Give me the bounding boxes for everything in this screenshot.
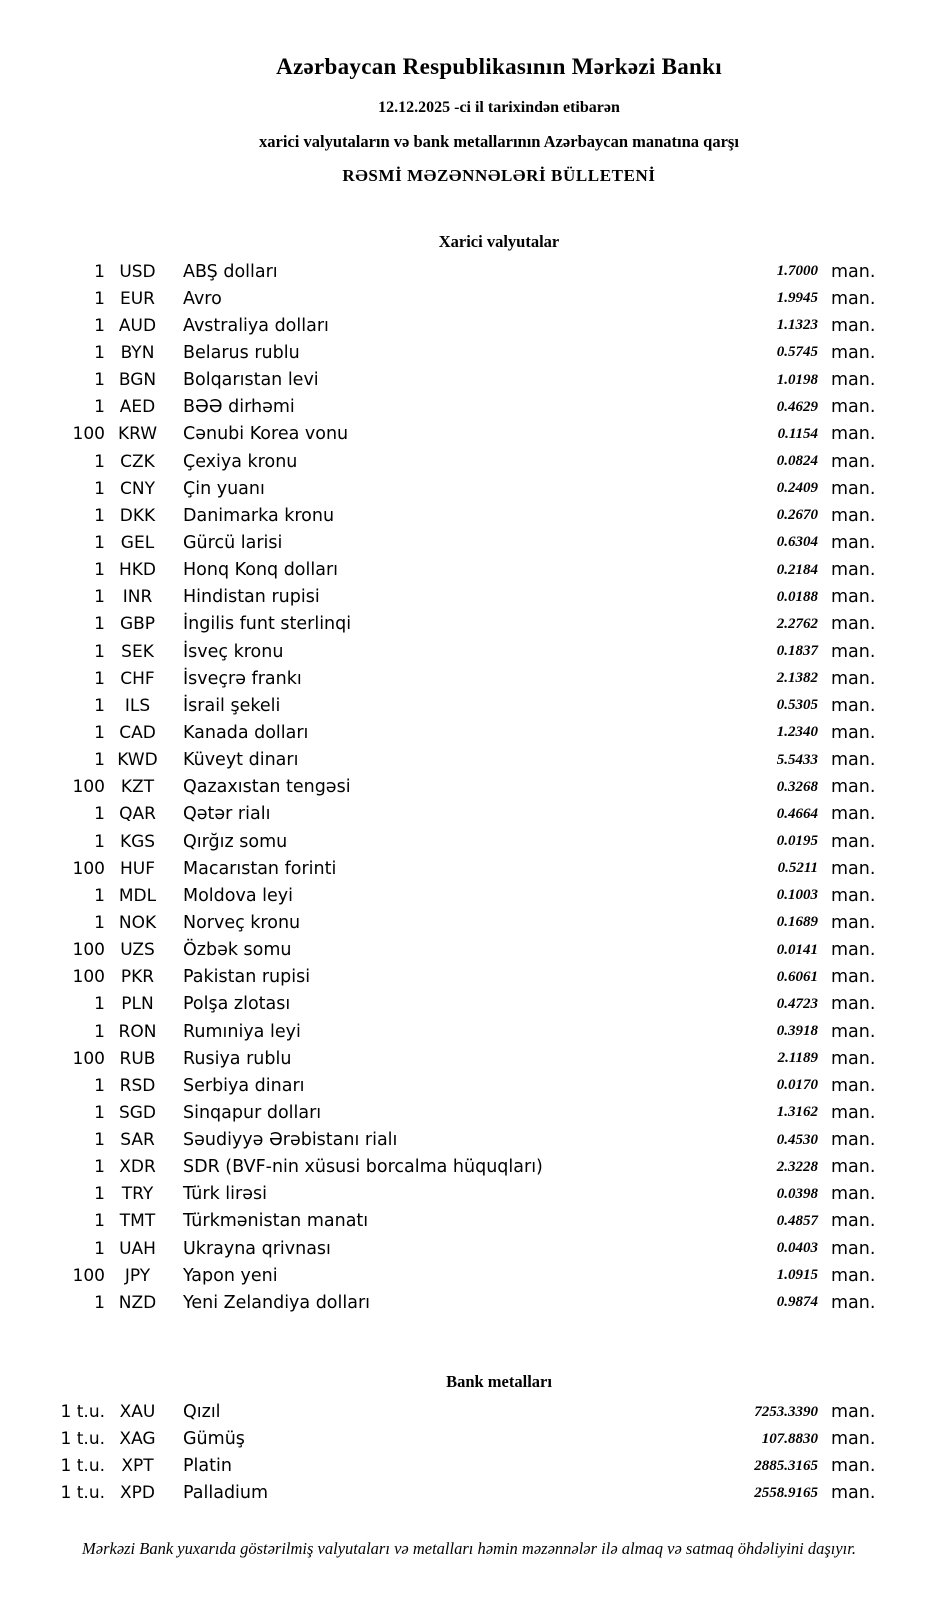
- quantity-cell: 1: [94, 750, 105, 771]
- rate-value-cell: 0.5211: [777, 860, 818, 877]
- currency-name-cell: Qırğız somu: [183, 831, 288, 852]
- currencies-rate-row: [0, 855, 880, 882]
- rate-value-cell: 0.4629: [776, 398, 818, 415]
- unit-label-cell: man.: [831, 994, 876, 1015]
- currency-code-cell: XDR: [119, 1157, 156, 1178]
- currency-name-cell: Kanada dolları: [183, 722, 309, 743]
- unit-label-cell: man.: [831, 940, 876, 961]
- rate-value-cell: 0.4530: [776, 1131, 818, 1148]
- unit-label-cell: man.: [831, 451, 876, 472]
- unit-label-cell: man.: [831, 1157, 876, 1178]
- currencies-rate-row: [0, 665, 880, 692]
- rate-value-cell: 2885.3165: [754, 1457, 818, 1474]
- rate-value-cell: 0.6304: [776, 534, 818, 551]
- quantity-cell: 1: [94, 1211, 105, 1232]
- unit-label-cell: man.: [831, 1211, 876, 1232]
- currency-name-cell: Rusiya rublu: [183, 1048, 292, 1069]
- quantity-cell: 1: [94, 831, 105, 852]
- currencies-rate-row: [0, 1018, 880, 1045]
- currency-name-cell: Macarıstan forinti: [183, 858, 337, 879]
- currencies-rate-row: [0, 937, 880, 964]
- currencies-rate-row: [0, 1208, 880, 1235]
- quantity-cell: 1 t.u.: [60, 1456, 105, 1477]
- quantity-cell: 1: [94, 315, 105, 336]
- currency-name-cell: Qazaxıstan tengəsi: [183, 777, 351, 798]
- currency-code-cell: GBP: [119, 614, 156, 635]
- currencies-rate-row: [0, 1072, 880, 1099]
- quantity-cell: 100: [72, 1265, 105, 1286]
- currency-name-cell: BƏƏ dirhəmi: [183, 397, 295, 418]
- metals-rate-row: [0, 1398, 880, 1425]
- currency-name-cell: Səudiyyə Ərəbistanı rialı: [183, 1130, 398, 1151]
- unit-label-cell: man.: [831, 777, 876, 798]
- rate-value-cell: 0.2409: [776, 480, 818, 497]
- currency-name-cell: Yeni Zelandiya dolları: [183, 1292, 371, 1313]
- currencies-rate-row: [0, 964, 880, 991]
- quantity-cell: 1: [94, 912, 105, 933]
- currency-code-cell: NZD: [118, 1292, 157, 1313]
- rate-value-cell: 2.1382: [776, 670, 818, 687]
- rate-value-cell: 0.0403: [776, 1240, 818, 1257]
- currency-code-cell: UAH: [119, 1238, 156, 1259]
- rate-value-cell: 0.1837: [776, 643, 818, 660]
- currencies-rate-row: [0, 719, 880, 746]
- currency-name-cell: Çexiya kronu: [183, 451, 298, 472]
- currency-code-cell: EUR: [120, 288, 155, 309]
- currencies-rate-row: [0, 1127, 880, 1154]
- unit-label-cell: man.: [831, 695, 876, 716]
- currency-code-cell: PKR: [120, 967, 155, 988]
- currency-code-cell: XAU: [119, 1402, 156, 1423]
- currencies-rate-row: [0, 475, 880, 502]
- currencies-rate-row: [0, 557, 880, 584]
- currencies-rate-row: [0, 339, 880, 366]
- rate-value-cell: 0.2184: [776, 561, 818, 578]
- rate-value-cell: 1.3162: [776, 1104, 818, 1121]
- quantity-cell: 1: [94, 695, 105, 716]
- currency-code-cell: DKK: [119, 505, 156, 526]
- currencies-rate-row: [0, 611, 880, 638]
- currencies-rate-row: [0, 801, 880, 828]
- quantity-cell: 1: [94, 288, 105, 309]
- currency-code-cell: RUB: [119, 1048, 156, 1069]
- rate-value-cell: 0.0398: [776, 1185, 818, 1202]
- unit-label-cell: man.: [831, 315, 876, 336]
- bank-name-title: Azərbaycan Respublikasının Mərkəzi Bankı: [276, 54, 722, 79]
- quantity-cell: 100: [72, 1048, 105, 1069]
- rate-value-cell: 0.0188: [776, 588, 818, 605]
- unit-label-cell: man.: [831, 261, 876, 282]
- metals-rate-row: [0, 1426, 880, 1453]
- quantity-cell: 1: [94, 1075, 105, 1096]
- unit-label-cell: man.: [831, 885, 876, 906]
- currency-name-cell: Danimarka kronu: [183, 505, 335, 526]
- currency-code-cell: JPY: [124, 1265, 151, 1286]
- quantity-cell: 1: [94, 478, 105, 499]
- rate-value-cell: 0.9874: [776, 1294, 818, 1311]
- currencies-table: [0, 258, 880, 1316]
- metals-rate-row: [0, 1453, 880, 1480]
- currencies-rate-row: [0, 394, 880, 421]
- currency-name-cell: Cənubi Korea vonu: [183, 424, 349, 445]
- unit-label-cell: man.: [831, 505, 876, 526]
- unit-label-cell: man.: [831, 912, 876, 933]
- currency-code-cell: USD: [119, 261, 156, 282]
- currency-code-cell: RON: [118, 1021, 157, 1042]
- quantity-cell: 1: [94, 1157, 105, 1178]
- unit-label-cell: man.: [831, 750, 876, 771]
- rate-value-cell: 0.3918: [776, 1023, 818, 1039]
- rate-value-cell: 0.4857: [776, 1212, 818, 1229]
- currency-code-cell: RSD: [119, 1075, 156, 1096]
- currencies-rate-row: [0, 529, 880, 556]
- unit-label-cell: man.: [831, 858, 876, 879]
- currency-code-cell: PLN: [121, 994, 154, 1015]
- quantity-cell: 1: [94, 722, 105, 743]
- unit-label-cell: man.: [831, 478, 876, 499]
- unit-label-cell: man.: [831, 587, 876, 608]
- currency-name-cell: Qətər rialı: [183, 804, 271, 825]
- currency-code-cell: QAR: [119, 804, 156, 825]
- rate-value-cell: 1.0915: [776, 1267, 818, 1284]
- currency-name-cell: Çin yuanı: [183, 478, 265, 499]
- currency-code-cell: ILS: [124, 695, 151, 716]
- unit-label-cell: man.: [831, 722, 876, 743]
- currencies-rate-row: [0, 1289, 880, 1316]
- currency-name-cell: Sinqapur dolları: [183, 1102, 322, 1123]
- currency-name-cell: Küveyt dinarı: [183, 750, 299, 771]
- unit-label-cell: man.: [831, 668, 876, 689]
- rate-value-cell: 0.5745: [776, 344, 818, 361]
- currencies-rate-row: [0, 367, 880, 394]
- currency-name-cell: Serbiya dinarı: [183, 1075, 305, 1096]
- rate-value-cell: 1.0198: [776, 371, 818, 388]
- currency-name-cell: Rumıniya leyi: [183, 1021, 301, 1042]
- currency-code-cell: SEK: [121, 641, 154, 662]
- currency-code-cell: HUF: [119, 858, 155, 879]
- footer-note: Mərkəzi Bank yuxarıda göstərilmiş valyutaları və metalları həmin məzənnələr ilə almaq və satmaq öhdəliyini daşıyır.: [82, 1539, 856, 1559]
- currencies-rate-row: [0, 1045, 880, 1072]
- rate-value-cell: 0.4664: [776, 805, 818, 822]
- currency-name-cell: Türkmənistan manatı: [183, 1211, 369, 1232]
- bulletin-title: RƏSMİ MƏZƏNNƏLƏRİ BÜLLETENİ: [342, 166, 656, 185]
- currency-name-cell: İsrail şekeli: [183, 695, 281, 716]
- quantity-cell: 1: [94, 342, 105, 363]
- quantity-cell: 1: [94, 587, 105, 608]
- currencies-rate-row: [0, 882, 880, 909]
- currencies-rate-row: [0, 1262, 880, 1289]
- currency-code-cell: KGS: [119, 831, 156, 852]
- quantity-cell: 1: [94, 397, 105, 418]
- currencies-rate-row: [0, 1181, 880, 1208]
- currency-code-cell: HKD: [118, 560, 157, 581]
- quantity-cell: 1: [94, 1184, 105, 1205]
- unit-label-cell: man.: [831, 1456, 876, 1477]
- currency-code-cell: BGN: [118, 370, 157, 391]
- unit-label-cell: man.: [831, 1238, 876, 1259]
- currencies-rate-row: [0, 584, 880, 611]
- quantity-cell: 1: [94, 505, 105, 526]
- unit-label-cell: man.: [831, 1265, 876, 1286]
- unit-label-cell: man.: [831, 1184, 876, 1205]
- currency-name-cell: İngilis funt sterlinqi: [183, 614, 352, 635]
- currency-code-cell: AUD: [118, 315, 157, 336]
- currencies-rate-row: [0, 421, 880, 448]
- currency-name-cell: Qızıl: [183, 1402, 221, 1423]
- currency-name-cell: Palladium: [183, 1483, 269, 1504]
- currencies-rate-row: [0, 991, 880, 1018]
- unit-label-cell: man.: [831, 967, 876, 988]
- currency-name-cell: Gümüş: [183, 1429, 245, 1450]
- rate-value-cell: 0.0824: [776, 453, 818, 470]
- currency-code-cell: KZT: [120, 777, 155, 798]
- unit-label-cell: man.: [831, 397, 876, 418]
- currencies-rate-row: [0, 1154, 880, 1181]
- quantity-cell: 1: [94, 370, 105, 391]
- rate-value-cell: 0.5305: [776, 697, 818, 714]
- quantity-cell: 100: [72, 424, 105, 445]
- rate-value-cell: 5.5433: [776, 751, 818, 768]
- currency-name-cell: İsveçrə frankı: [183, 668, 302, 689]
- currency-code-cell: SAR: [120, 1130, 155, 1151]
- quantity-cell: 1: [94, 560, 105, 581]
- rate-value-cell: 1.9945: [776, 290, 818, 307]
- quantity-cell: 1: [94, 885, 105, 906]
- quantity-cell: 1: [94, 532, 105, 553]
- currency-code-cell: KRW: [117, 424, 158, 445]
- quantity-cell: 1 t.u.: [60, 1483, 105, 1504]
- unit-label-cell: man.: [831, 424, 876, 445]
- currency-name-cell: Yapon yeni: [183, 1265, 278, 1286]
- quantity-cell: 100: [72, 940, 105, 961]
- rate-value-cell: 7253.3390: [754, 1403, 818, 1420]
- rate-value-cell: 0.4723: [776, 995, 818, 1012]
- unit-label-cell: man.: [831, 804, 876, 825]
- quantity-cell: 1 t.u.: [60, 1402, 105, 1423]
- currency-name-cell: Türk lirəsi: [183, 1184, 267, 1205]
- unit-label-cell: man.: [831, 1429, 876, 1450]
- quantity-cell: 100: [72, 858, 105, 879]
- unit-label-cell: man.: [831, 1021, 876, 1042]
- quantity-cell: 1: [94, 1021, 105, 1042]
- quantity-cell: 1: [94, 1292, 105, 1313]
- rate-value-cell: 107.8830: [761, 1430, 818, 1447]
- currencies-rate-row: [0, 312, 880, 339]
- quantity-cell: 1: [94, 1130, 105, 1151]
- currencies-section-title: Xarici valyutalar: [438, 232, 560, 251]
- rate-value-cell: 2.1189: [777, 1050, 818, 1067]
- unit-label-cell: man.: [831, 532, 876, 553]
- unit-label-cell: man.: [831, 342, 876, 363]
- currency-code-cell: INR: [122, 587, 153, 608]
- rate-value-cell: 0.1003: [776, 887, 818, 904]
- currency-name-cell: Hindistan rupisi: [183, 587, 320, 608]
- currency-name-cell: Moldova leyi: [183, 885, 293, 906]
- currency-name-cell: Bolqarıstan levi: [183, 370, 319, 391]
- currency-name-cell: Norveç kronu: [183, 912, 301, 933]
- unit-label-cell: man.: [831, 370, 876, 391]
- currency-code-cell: CHF: [120, 668, 155, 689]
- quantity-cell: 1: [94, 804, 105, 825]
- effective-date-line: 12.12.2025 -ci il tarixindən etibarən: [378, 99, 620, 116]
- quantity-cell: 1: [94, 668, 105, 689]
- currency-name-cell: Gürcü larisi: [183, 532, 283, 553]
- rate-value-cell: 2558.9165: [754, 1484, 818, 1501]
- currency-name-cell: Platin: [183, 1456, 232, 1477]
- rate-value-cell: 1.7000: [776, 263, 818, 280]
- currency-code-cell: CZK: [120, 451, 155, 472]
- currency-code-cell: CNY: [120, 478, 155, 499]
- header: [60, 0, 938, 186]
- quantity-cell: 1: [94, 614, 105, 635]
- currencies-rate-row: [0, 692, 880, 719]
- currency-code-cell: AED: [119, 397, 156, 418]
- currency-name-cell: Honq Konq dolları: [183, 560, 339, 581]
- currency-name-cell: Belarus rublu: [183, 342, 300, 363]
- quantity-cell: 1: [94, 1102, 105, 1123]
- currency-code-cell: XPT: [121, 1456, 154, 1477]
- currency-code-cell: NOK: [118, 912, 157, 933]
- rate-value-cell: 0.0170: [776, 1077, 818, 1094]
- rate-value-cell: 0.3268: [776, 778, 818, 795]
- rate-value-cell: 0.1154: [777, 425, 818, 442]
- metals-table: [0, 1398, 880, 1507]
- currencies-rate-row: [0, 747, 880, 774]
- quantity-cell: 1: [94, 641, 105, 662]
- rate-value-cell: 1.2340: [776, 724, 818, 741]
- currency-code-cell: KWD: [117, 750, 158, 771]
- unit-label-cell: man.: [831, 288, 876, 309]
- unit-label-cell: man.: [831, 560, 876, 581]
- currency-code-cell: XAG: [119, 1429, 156, 1450]
- currencies-rate-row: [0, 909, 880, 936]
- currency-name-cell: ABŞ dolları: [183, 261, 278, 282]
- unit-label-cell: man.: [831, 1483, 876, 1504]
- currencies-rate-row: [0, 502, 880, 529]
- unit-label-cell: man.: [831, 1292, 876, 1313]
- currency-code-cell: XPD: [120, 1483, 155, 1504]
- currency-code-cell: UZS: [120, 940, 155, 961]
- bulletin-subtitle: xarici valyutaların və bank metallarının Azərbaycan manatına qarşı: [259, 132, 739, 151]
- quantity-cell: 1: [94, 994, 105, 1015]
- quantity-cell: 1 t.u.: [60, 1429, 105, 1450]
- quantity-cell: 1: [94, 261, 105, 282]
- quantity-cell: 100: [72, 967, 105, 988]
- currencies-rate-row: [0, 774, 880, 801]
- currencies-rate-row: [0, 285, 880, 312]
- rate-value-cell: 0.1689: [776, 914, 818, 931]
- currency-name-cell: Polşa zlotası: [183, 994, 291, 1015]
- currency-name-cell: İsveç kronu: [183, 641, 284, 662]
- unit-label-cell: man.: [831, 641, 876, 662]
- unit-label-cell: man.: [831, 1102, 876, 1123]
- currencies-rate-row: [0, 448, 880, 475]
- quantity-cell: 1: [94, 451, 105, 472]
- currency-name-cell: SDR (BVF-nin xüsusi borcalma hüquqları): [183, 1157, 543, 1178]
- rate-value-cell: 2.3228: [776, 1158, 818, 1175]
- currency-name-cell: Avstraliya dolları: [183, 315, 329, 336]
- unit-label-cell: man.: [831, 831, 876, 852]
- currency-code-cell: CAD: [119, 722, 156, 743]
- quantity-cell: 100: [72, 777, 105, 798]
- currencies-rate-row: [0, 1099, 880, 1126]
- rate-value-cell: 0.0195: [776, 833, 818, 850]
- unit-label-cell: man.: [831, 1130, 876, 1151]
- rate-value-cell: 0.6061: [776, 968, 818, 985]
- currencies-rate-row: [0, 638, 880, 665]
- currency-code-cell: GEL: [120, 532, 155, 553]
- metals-rate-row: [0, 1480, 880, 1507]
- currency-name-cell: Avro: [183, 288, 222, 309]
- rate-value-cell: 0.2670: [776, 507, 818, 524]
- currency-code-cell: TRY: [121, 1184, 154, 1205]
- metals-section-title: Bank metalları: [446, 1372, 552, 1392]
- rate-value-cell: 1.1323: [776, 317, 818, 334]
- currency-name-cell: Ukrayna qrivnası: [183, 1238, 331, 1259]
- currencies-rate-row: [0, 828, 880, 855]
- currencies-rate-row: [0, 1235, 880, 1262]
- currency-code-cell: SGD: [118, 1102, 157, 1123]
- currencies-rate-row: [0, 258, 880, 285]
- rate-value-cell: 0.0141: [776, 941, 818, 958]
- unit-label-cell: man.: [831, 1048, 876, 1069]
- currency-name-cell: Özbək somu: [183, 940, 292, 961]
- currency-code-cell: MDL: [118, 885, 157, 906]
- currency-code-cell: TMT: [119, 1211, 156, 1232]
- currency-name-cell: Pakistan rupisi: [183, 967, 311, 988]
- unit-label-cell: man.: [831, 1075, 876, 1096]
- rate-value-cell: 2.2762: [776, 615, 818, 632]
- quantity-cell: 1: [94, 1238, 105, 1259]
- currency-code-cell: BYN: [120, 342, 155, 363]
- unit-label-cell: man.: [831, 614, 876, 635]
- unit-label-cell: man.: [831, 1402, 876, 1423]
